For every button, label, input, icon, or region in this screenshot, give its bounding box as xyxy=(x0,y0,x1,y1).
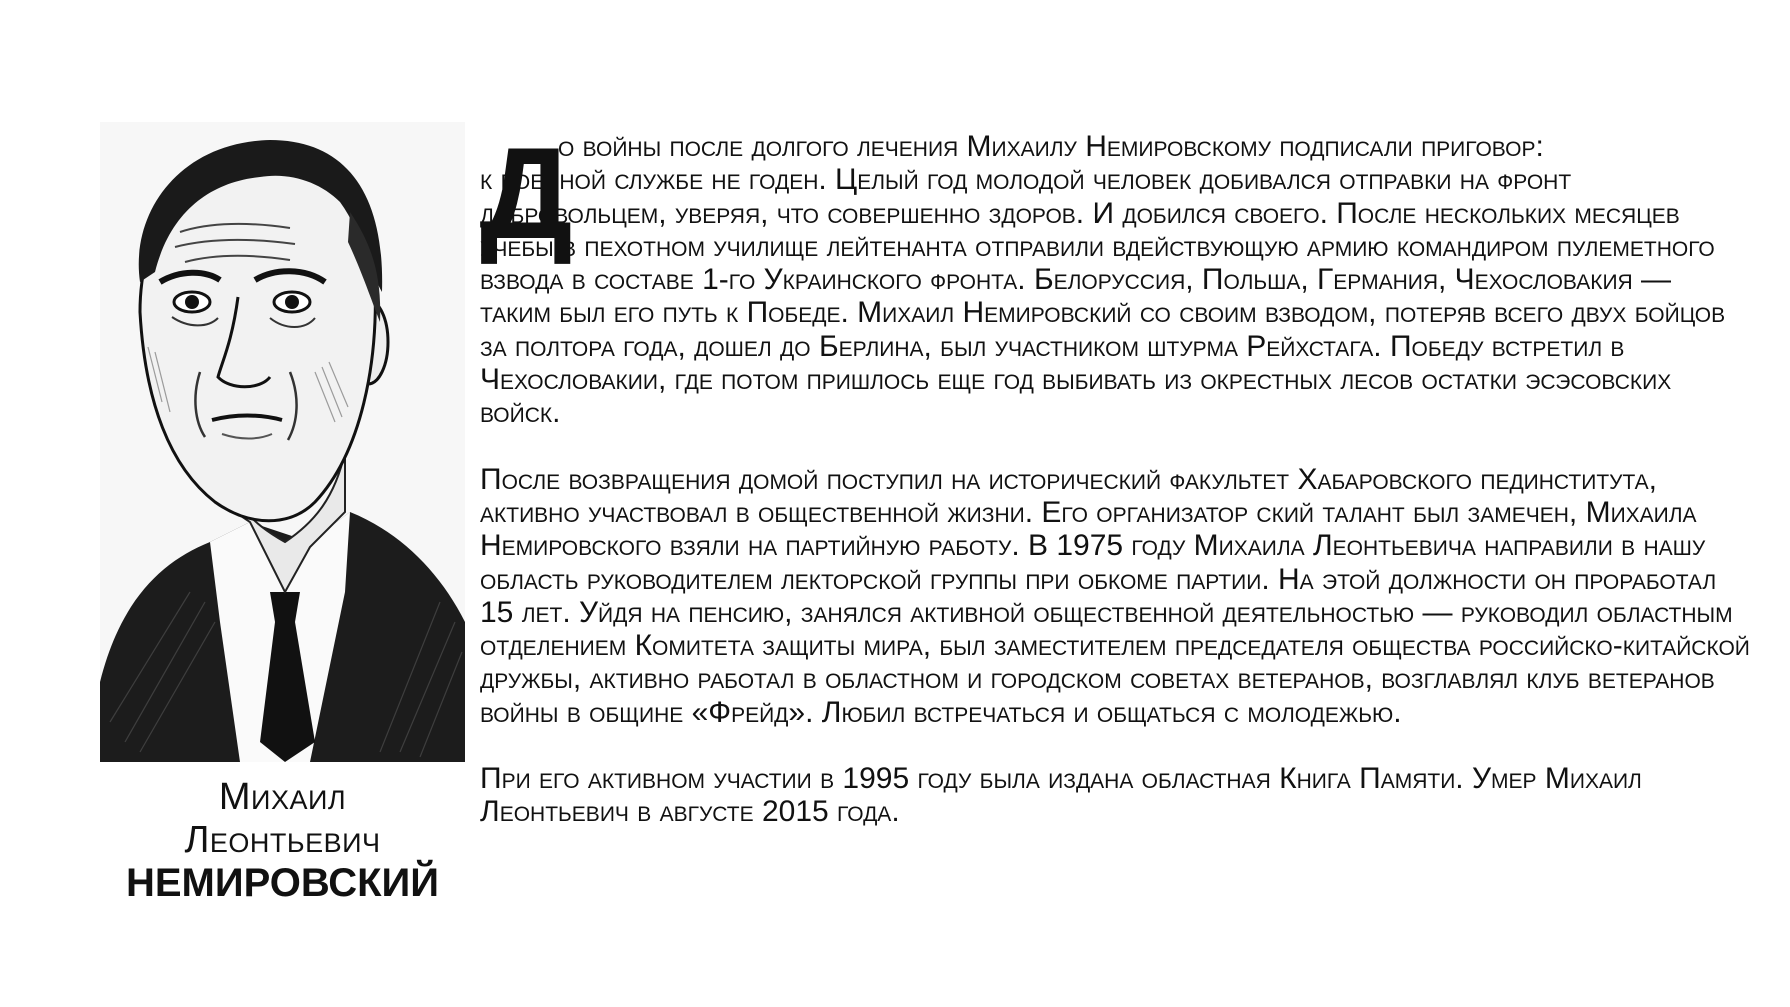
paragraph-postwar-career: После возвращения домой поступил на исторический факультет Хабаровского пединститута, активно участвовал в общественной жизни. Его организатор ский талант был замечен, Михаила Немировского взяли на партийную работу. В 1975 году Михаила Леонтьевича направили в нашу область руководителем лекторской группы при обкоме партии. На этой должности он проработал 15 лет. Уйдя на пенсию, занялся активной общественной деятельностью — руководил областным отделением Комитета защиты мира, был заместителем председателя общества российско-китайской дружбы, активно работал в областном и городском советах ветеранов, возглавлял клуб ветеранов войны в общине «Фрейд». Любил встречаться и общаться с молодежью. xyxy=(480,462,1750,729)
drop-cap-letter: Д xyxy=(480,120,571,266)
portrait-illustration xyxy=(100,122,465,762)
paragraph-1-body: к военной службе не годен. Целый год молодой человек добивался отправки на фронт добровольцем, уверяя, что совершенно здоров. И добился своего. После нескольких месяцев учебы в пехотном училище лейтенанта отправили вдействующую армию командиром пулеметного взвода в составе 1-го Украинского фронта. Белоруссия, Польша, Германия, Чехословакия — таким был его путь к Победе. Михаил Немировский со своим взводом, потеряв всего двух бойцов за полтора года, дошел до Берлина, был участником штурма Рейхстага. Победу встретил в Чехословакии, где потом пришлось еще год выбивать из окрестных лесов остатки эсэсовских войск. xyxy=(480,163,1726,430)
person-surname: НЕМИРОВСКИЙ xyxy=(125,861,440,906)
paragraph-1-first-line: о войны после долгого лечения Михаилу Немировскому подписали приговор: xyxy=(558,130,1544,163)
person-name-caption xyxy=(90,776,475,906)
paragraph-war-service xyxy=(480,120,1750,430)
biography-article xyxy=(480,60,1750,829)
person-patronymic: Леонтьевич xyxy=(184,818,381,861)
paragraph-legacy: При его активном участии в 1995 году была издана областная Книга Памяти. Умер Михаил Леонтьевич в августе 2015 года. xyxy=(480,762,1642,829)
person-first-name: Михаил xyxy=(218,776,347,818)
